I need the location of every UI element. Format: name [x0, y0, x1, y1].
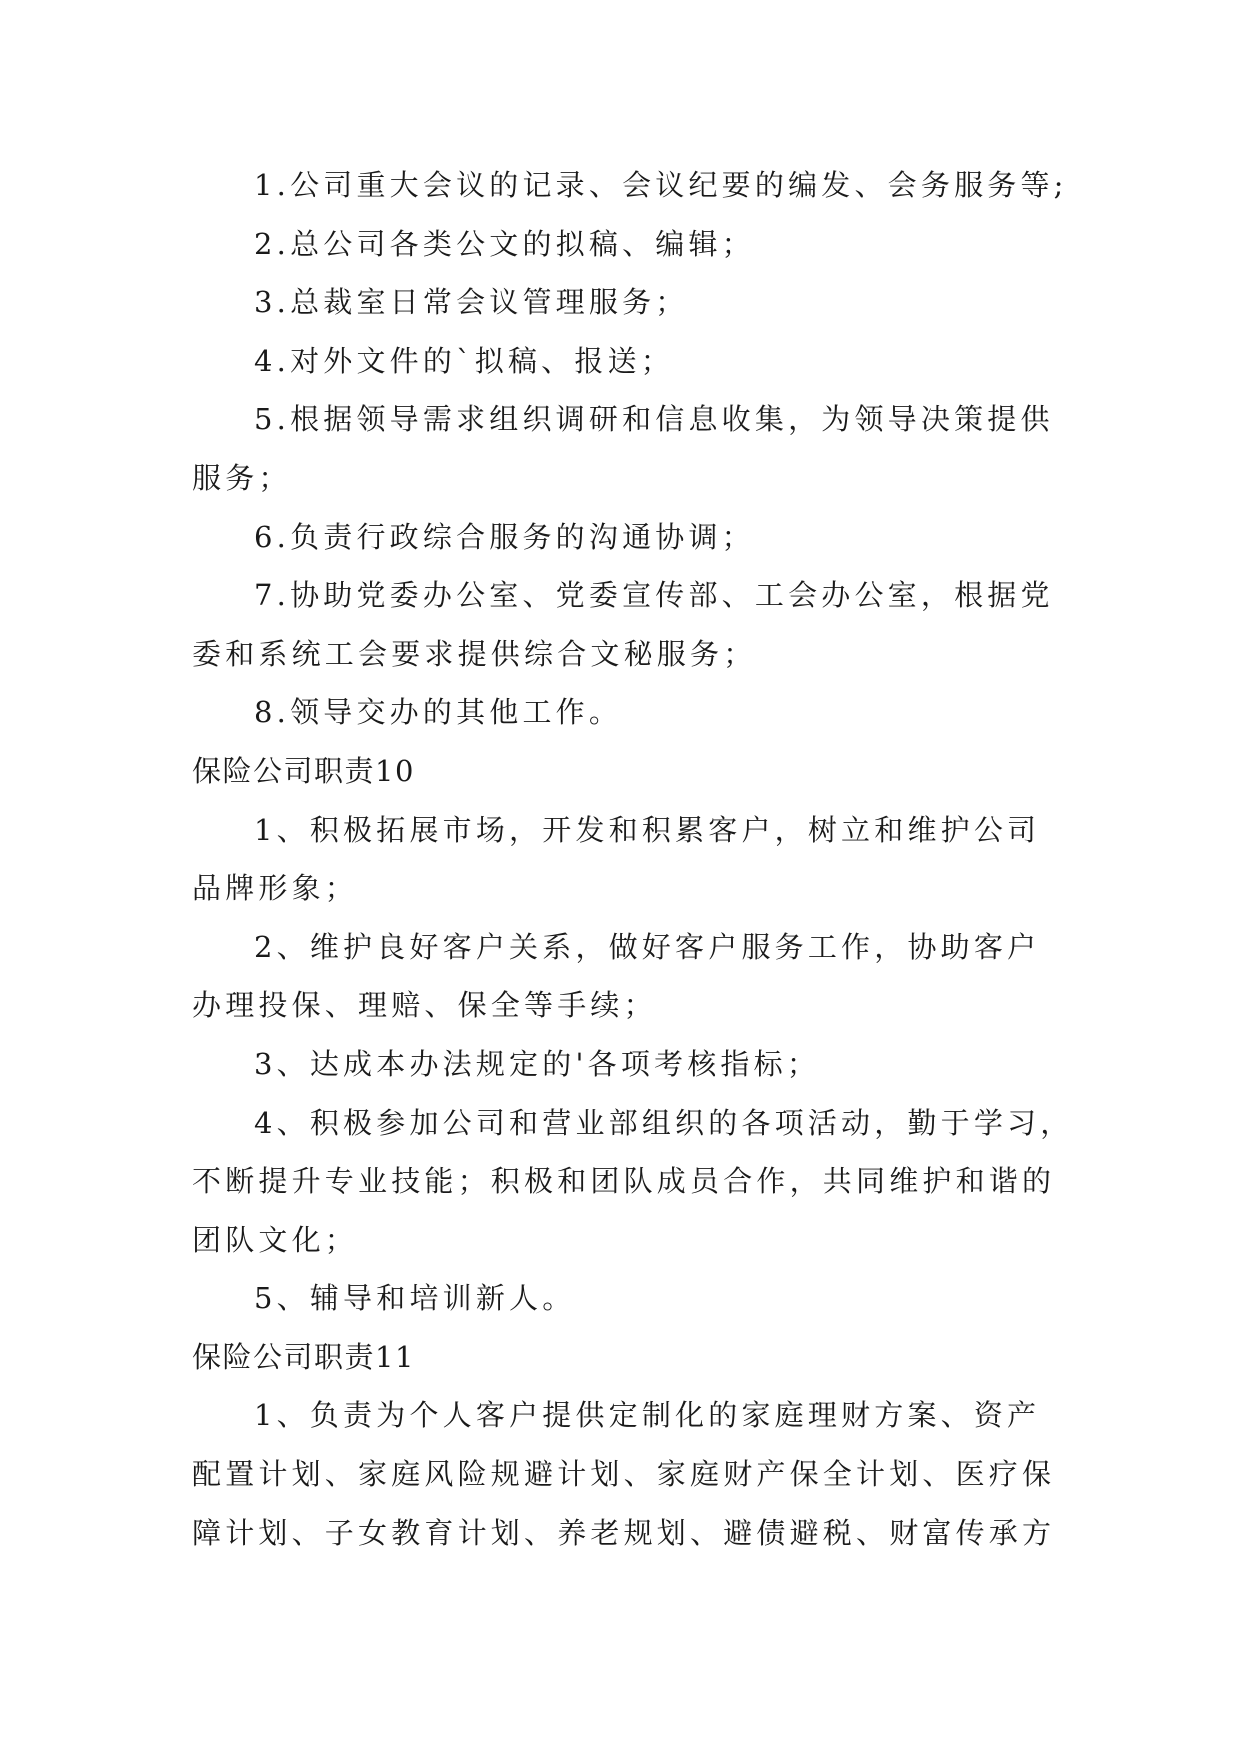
paragraph-line: 不断提升专业技能；积极和团队成员合作，共同维护和谐的 [192, 1164, 1056, 1199]
document-body [192, 156, 1072, 1562]
paragraph-line: 办理投保、理赔、保全等手续； [192, 988, 657, 1023]
paragraph-line: 3.总裁室日常会议管理服务； [254, 285, 689, 320]
paragraph-line: 3、达成本办法规定的'各项考核指标； [254, 1046, 821, 1081]
paragraph-line: 6.负责行政综合服务的沟通协调； [254, 519, 755, 554]
paragraph-line: 4.对外文件的`拟稿、报送； [254, 343, 674, 378]
paragraph-line: 2、维护良好客户关系，做好客户服务工作，协助客户 [254, 929, 1041, 964]
section-heading: 保险公司职责11 [192, 1339, 415, 1374]
paragraph-line: 8.领导交办的其他工作。 [254, 695, 623, 730]
paragraph-line: 委和系统工会要求提供综合文秘服务； [192, 636, 757, 671]
paragraph-line: 品牌形象； [192, 871, 359, 906]
section-heading: 保险公司职责10 [192, 753, 415, 788]
paragraph-line: 4、积极参加公司和营业部组织的各项活动，勤于学习， [254, 1105, 1074, 1140]
paragraph-line: 5.根据领导需求组织调研和信息收集，为领导决策提供 [254, 402, 1054, 437]
paragraph-line: 7.协助党委办公室、党委宣传部、工会办公室，根据党 [254, 578, 1054, 613]
paragraph-line: 1、负责为个人客户提供定制化的家庭理财方案、资产 [254, 1398, 1041, 1433]
paragraph-line: 2.总公司各类公文的拟稿、编辑； [254, 226, 755, 261]
paragraph-line: 服务； [192, 460, 292, 495]
paragraph-line: 1.公司重大会议的记录、会议纪要的编发、会务服务等; [254, 168, 1068, 202]
paragraph-line: 团队文化； [192, 1222, 359, 1257]
paragraph-line: 配置计划、家庭风险规避计划、家庭财产保全计划、医疗保 [192, 1457, 1056, 1492]
paragraph-line: 1、积极拓展市场，开发和积累客户，树立和维护公司 [254, 812, 1041, 847]
paragraph-line: 5、辅导和培训新人。 [254, 1281, 576, 1316]
paragraph-line: 障计划、子女教育计划、养老规划、避债避税、财富传承方 [192, 1515, 1056, 1550]
